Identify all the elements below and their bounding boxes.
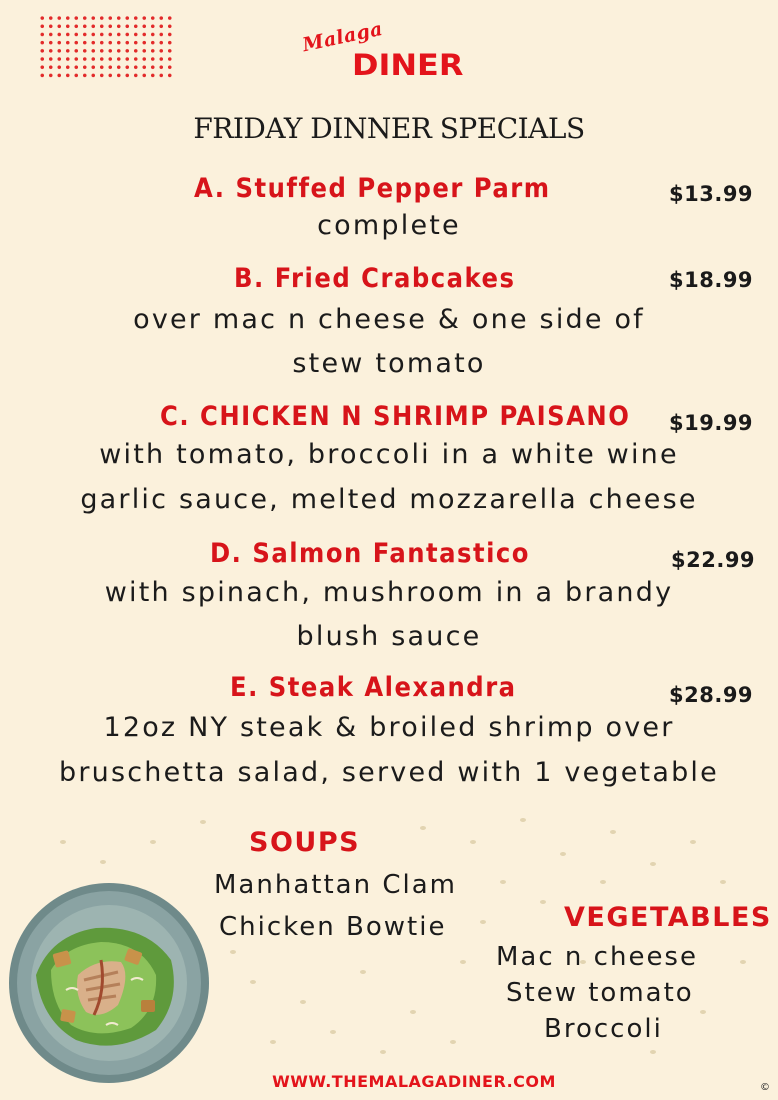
special-a-desc: complete [317, 210, 461, 241]
logo-script-text: Malaga [300, 17, 385, 57]
special-a-price: $13.99 [669, 182, 754, 206]
special-b-name: B. Fried Crabcakes [234, 263, 516, 294]
soups-heading: SOUPS [249, 827, 361, 858]
soup-item-1: Manhattan Clam [214, 870, 457, 900]
special-e-desc-line2: bruschetta salad, served with 1 vegetable [59, 757, 719, 788]
special-e-name: E. Steak Alexandra [230, 672, 517, 703]
malaga-diner-logo [300, 17, 490, 84]
salad-plate-image [6, 880, 212, 1086]
special-d-desc-line2: blush sauce [296, 621, 482, 652]
special-b-price: $18.99 [669, 268, 754, 292]
special-a-name: A. Stuffed Pepper Parm [194, 173, 551, 204]
special-c-price: $19.99 [669, 411, 754, 435]
vegetable-item-1: Mac n cheese [496, 942, 698, 972]
special-e-price: $28.99 [669, 683, 754, 707]
decorative-dot-grid [38, 14, 174, 80]
vegetable-item-3: Broccoli [544, 1014, 663, 1044]
website-footer[interactable]: WWW.THEMALAGADINER.COM [272, 1072, 556, 1091]
logo-word-text: DINER [352, 48, 464, 82]
special-d-price: $22.99 [671, 548, 756, 572]
soup-item-2: Chicken Bowtie [219, 912, 447, 942]
special-c-name: C. CHICKEN N SHRIMP PAISANO [160, 401, 631, 432]
page-title: FRIDAY DINNER SPECIALS [193, 112, 585, 145]
special-b-desc-line2: stew tomato [292, 348, 486, 379]
vegetables-heading: VEGETABLES [564, 902, 772, 933]
copyright-mark: © [760, 1082, 770, 1093]
special-b-desc-line1: over mac n cheese & one side of [133, 304, 645, 335]
special-c-desc-line1: with tomato, broccoli in a white wine [99, 439, 679, 470]
special-d-name: D. Salmon Fantastico [210, 538, 530, 569]
special-d-desc-line1: with spinach, mushroom in a brandy [104, 577, 674, 608]
special-e-desc-line1: 12oz NY steak & broiled shrimp over [103, 712, 675, 743]
special-c-desc-line2: garlic sauce, melted mozzarella cheese [80, 484, 698, 515]
vegetable-item-2: Stew tomato [506, 978, 694, 1008]
